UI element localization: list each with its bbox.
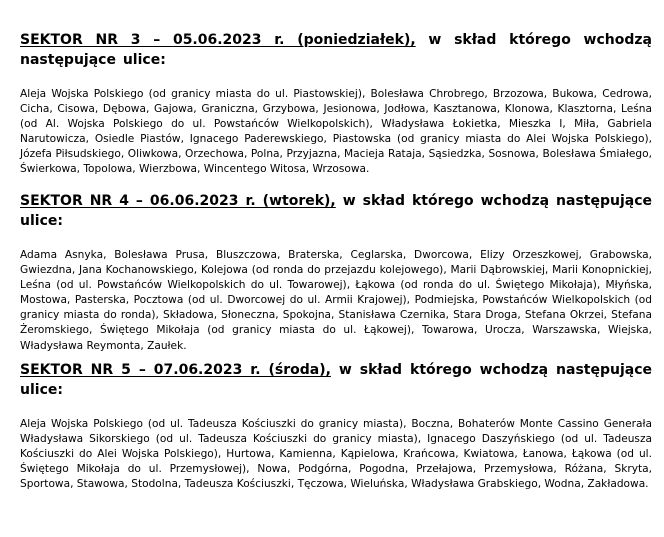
sector-title: SEKTOR NR 5 – 07.06.2023 r. (środa), [20, 362, 331, 378]
sector-streets: Aleja Wojska Polskiego (od ul. Tadeusza Kościuszki do granicy miasta), Boczna, Bohaterów Monte Cassino Generała Władysława Sikorskiego (od ul. Tadeusza Kościuszki do granicy miasta), Ignacego Daszyńskiego (od ul. Tadeusza Kościuszki do Alei Wojska Polskiego), Hurtowa, Kamienna, Kąpielowa, Krańcowa, Kwiatowa, Łanowa, Łąkowa (od ul. Świętego Mikołaja do ul. Przemysłowej), Nowa, Podgórna, Pogodna, Przełajowa, Przemysłowa, Różana, Skryta, Sportowa, Stawowa, Stodolna, Tadeusza Kościuszki, Tęczowa, Wieluńska, Władysława Grabskiego, Wodna, Zakładowa. [20, 418, 652, 491]
sector-title: SEKTOR NR 3 – 05.06.2023 r. (poniedziałek), [20, 32, 416, 48]
sector-title-rest: w skład którego wchodzą następujące ulice: [20, 193, 653, 229]
sector-title-rest: w skład którego wchodzą następujące ulice: [20, 32, 652, 68]
sector-title: SEKTOR NR 4 – 06.06.2023 r. (wtorek), [20, 193, 336, 209]
sector-streets: Adama Asnyka, Bolesława Prusa, Bluszczowa, Braterska, Ceglarska, Dworcowa, Elizy Orzeszkowej, Grabowska, Gwiezdna, Jana Kochanowskiego, Kolejowa (od ronda do przejazdu kolejowego), Marii Dąbrowskiej, Marii Konopnickiej, Leśna (od ul. Powstańców Wielkopolskich do ul. Towarowej), Łąkowa (od ronda do ul. Świętego Mikołaja), Młyńska, Mostowa, Pasterska, Pocztowa (od ul. Dworcowej do ul. Armii Krajowej), Podmiejska, Powstańców Wielkopolskich (od granicy miasta do ronda), Składowa, Słoneczna, Spokojna, Stanisława Czernika, Stara Droga, Stefana Okrzei, Stefana Żeromskiego, Świętego Mikołaja (od granicy miasta do ul. Łąkowej), Towarowa, Urocza, Warszawska, Wiejska, Władysława Reymonta, Zaułek. [20, 249, 652, 352]
sector-heading [20, 191, 652, 231]
sector-5 [20, 360, 652, 492]
sector-3 [20, 30, 652, 178]
sector-heading [20, 360, 652, 400]
sector-streets: Aleja Wojska Polskiego (od granicy miasta do ul. Piastowskiej), Bolesława Chrobrego, Brzozowa, Bukowa, Cedrowa, Cicha, Cisowa, Dębowa, Gajowa, Graniczna, Grzybowa, Jesionowa, Jodłowa, Kasztanowa, Klonowa, Klasztorna, Leśna (od Al. Wojska Polskiego do ul. Powstańców Wielkopolskich), Władysława Łokietka, Mieszka I, Miła, Gabriela Narutowicza, Osiedle Piastów, Ignacego Paderewskiego, Piastowska (od granicy miasta do Alei Wojska Polskiego), Józefa Piłsudskiego, Oliwkowa, Orzechowa, Polna, Przyjazna, Macieja Rataja, Sąsiedzka, Sosnowa, Bolesława Śmiałego, Świerkowa, Topolowa, Wierzbowa, Wincentego Witosa, Wrzosowa. [20, 88, 652, 176]
sector-title-rest: w skład którego wchodzą następujące ulice: [20, 362, 652, 398]
sector-heading [20, 30, 652, 70]
sector-4 [20, 191, 652, 354]
